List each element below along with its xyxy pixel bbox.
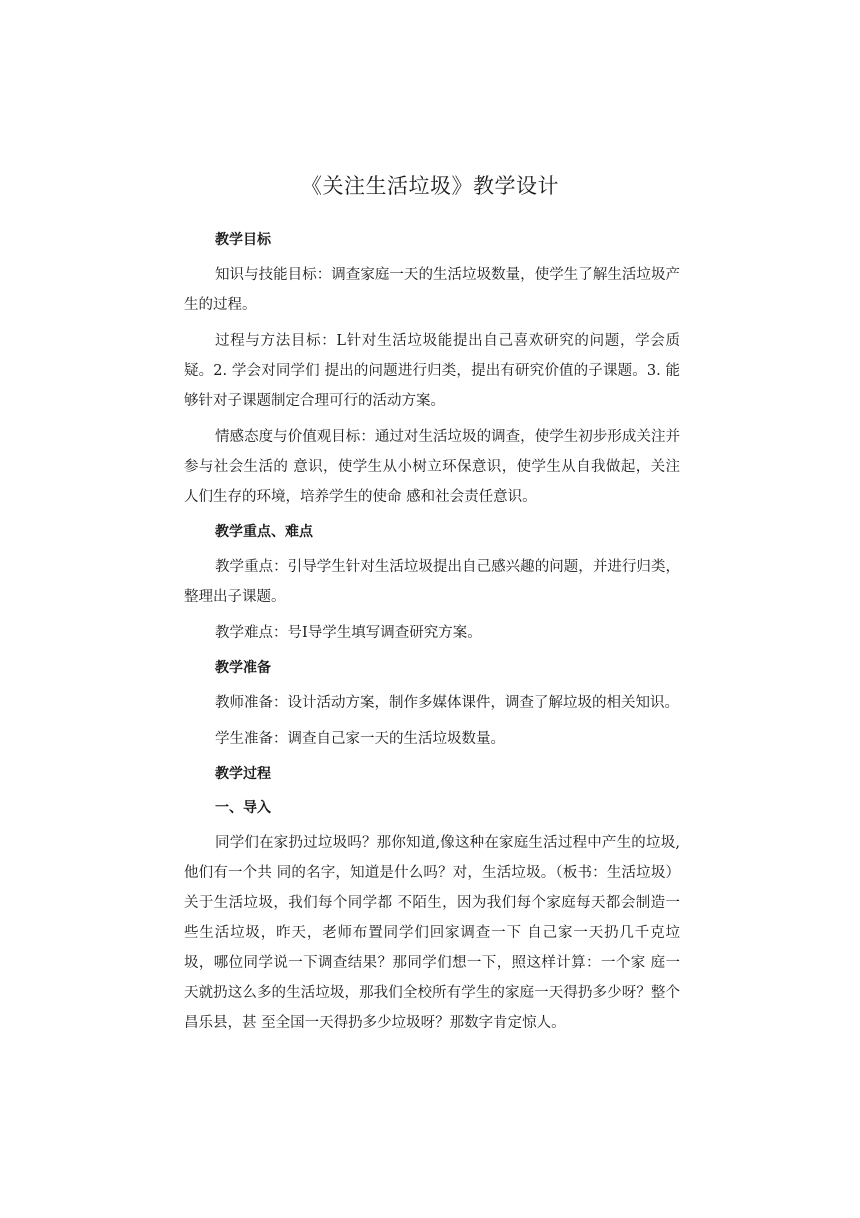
paragraph-student-prep: 学生准备：调查自己家一天的生活垃圾数量。: [215, 731, 505, 747]
document-body: [184, 226, 680, 1044]
section-heading-objectives: 教学目标: [215, 232, 271, 248]
paragraph-intro: 同学们在家扔过垃圾吗？那你知道,像这种在家庭生活过程中产生的垃圾,他们有一个共 同的名字，知道是什么吗？对，生活垃圾。（板书：生活垃圾）关于生活垃圾，我们每个同学都 不陌生，因为我们每个家庭每天都会制造一些生活垃圾，昨天，老师布置同学们回家调查一下 自己家一天扔几千克垃圾，哪位同学说一下调查结果？那同学们想一下，照这样计算：一个家 庭一天就扔这么多的生活垃圾，那我们全校所有学生的家庭一天得扔多少呀？整个昌乐县，甚 至全国一天得扔多少垃圾呀？那数字肯定惊人。: [184, 835, 680, 1031]
paragraph-teacher-prep: 教师准备：设计活动方案，制作多媒体课件，调查了解垃圾的相关知识。: [215, 695, 679, 711]
paragraph-key-point: 教学重点：引导学生针对生活垃圾提出自己感兴趣的问题，并进行归类，整理出子课题。: [184, 559, 680, 605]
paragraph-knowledge-objective: 知识与技能目标：调查家庭一天的生活垃圾数量，使学生了解生活垃圾产生的过程。: [184, 267, 680, 313]
paragraph-difficult-point: 教学难点：号I导学生填写调查研究方案。: [215, 625, 482, 641]
subsection-heading-intro: 一、导入: [215, 800, 271, 816]
document-title: 《关注生活垃圾》教学设计: [301, 174, 559, 198]
section-heading-process: 教学过程: [215, 766, 271, 782]
section-heading-key-points: 教学重点、难点: [215, 524, 313, 540]
paragraph-process-objective: 过程与方法目标：L针对生活垃圾能提出自己喜欢研究的问题，学会质疑。2. 学会对同学们 提出的问题进行归类，提出有研究价值的子课题。3. 能够针对子课题制定合理可行的活动方案。: [184, 333, 680, 409]
section-heading-preparation: 教学准备: [215, 660, 271, 676]
paragraph-emotion-objective: 情感态度与价值观目标：通过对生活垃圾的调查，使学生初步形成关注并参与社会生活的 意识，使学生从小树立环保意识，使学生从自我做起，关注人们生存的环境，培养学生的使命 感和社会责任意识。: [184, 429, 680, 505]
